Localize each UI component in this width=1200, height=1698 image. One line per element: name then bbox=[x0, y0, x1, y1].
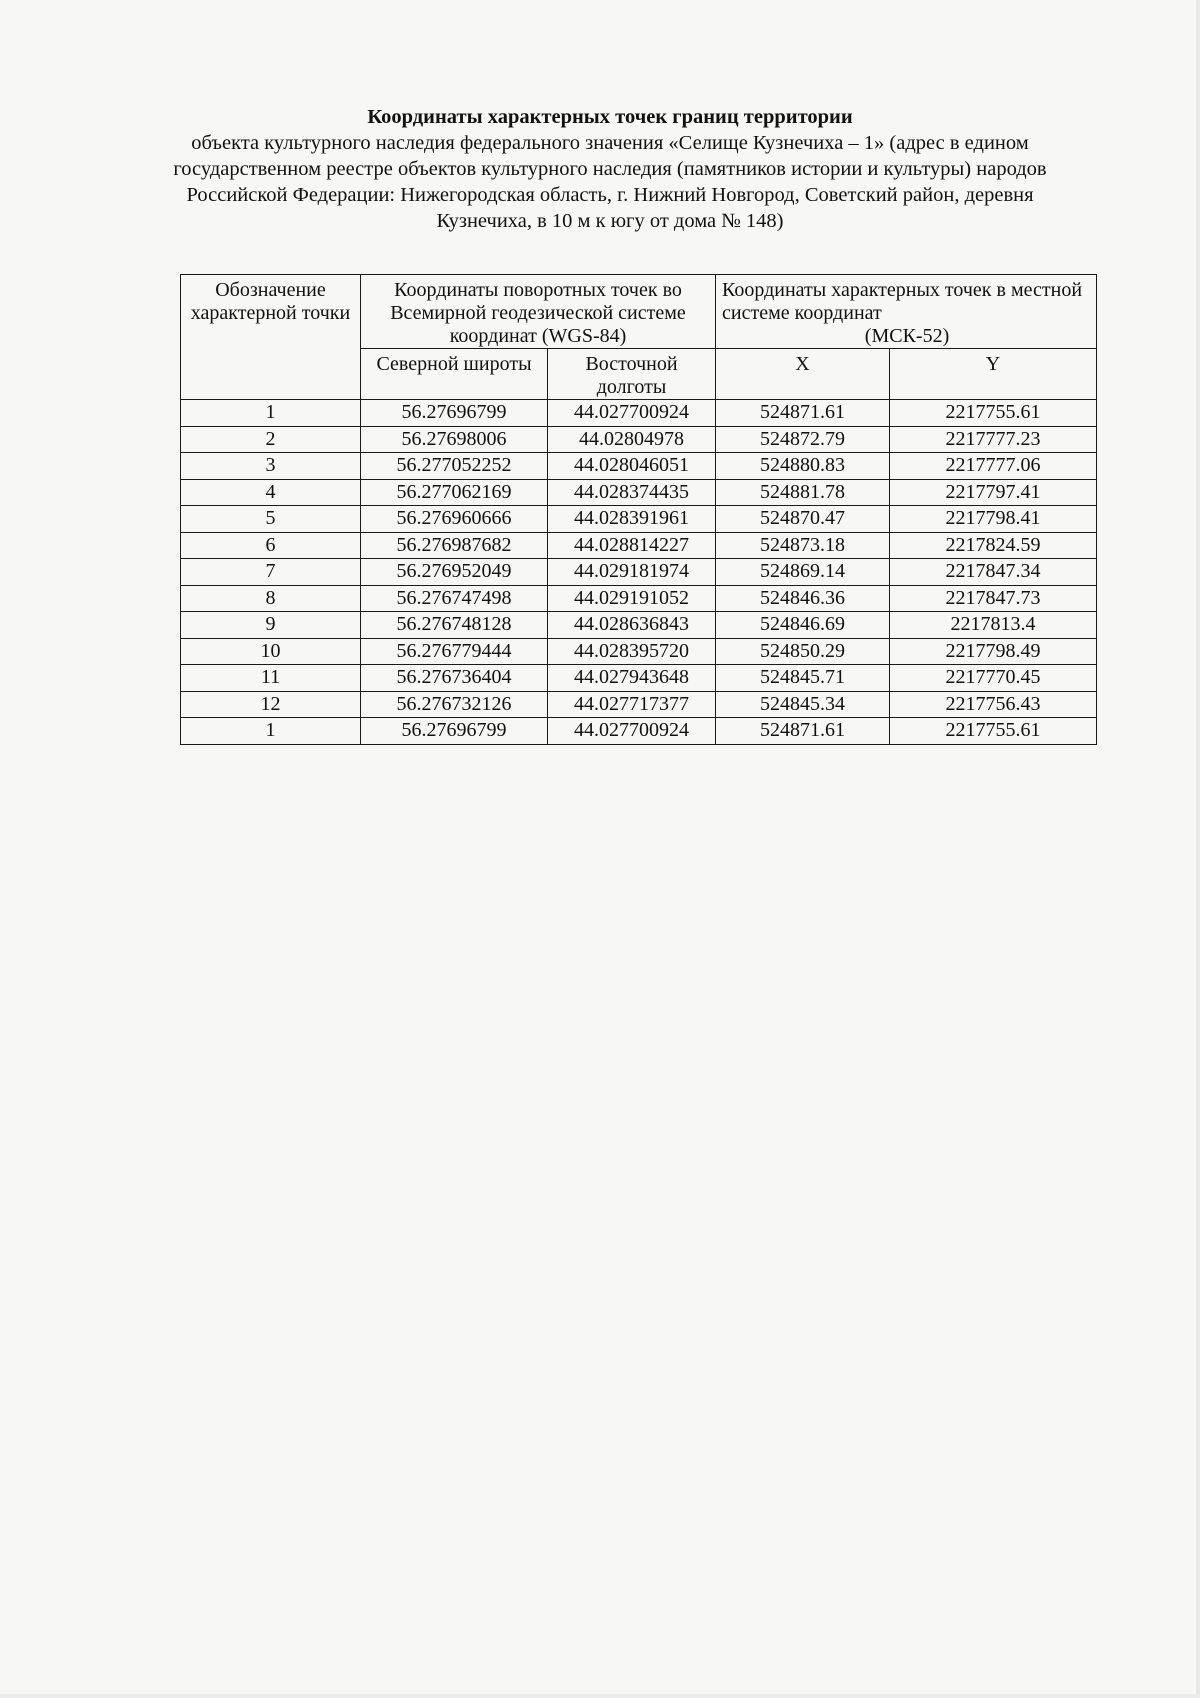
table-row bbox=[181, 506, 1097, 533]
table-row bbox=[181, 559, 1097, 586]
cell-y: 2217824.59 bbox=[890, 532, 1097, 559]
cell-y: 2217770.45 bbox=[890, 665, 1097, 692]
header-latitude: Северной широты bbox=[361, 349, 548, 400]
cell-latitude: 56.277062169 bbox=[361, 479, 548, 506]
cell-latitude: 56.276748128 bbox=[361, 612, 548, 639]
table-header-row bbox=[181, 275, 1097, 349]
cell-longitude: 44.02804978 bbox=[548, 426, 716, 453]
cell-latitude: 56.276747498 bbox=[361, 585, 548, 612]
cell-x: 524846.36 bbox=[716, 585, 890, 612]
cell-point: 7 bbox=[181, 559, 361, 586]
cell-x: 524846.69 bbox=[716, 612, 890, 639]
document-title: Координаты характерных точек границ территории bbox=[367, 106, 853, 128]
cell-latitude: 56.276779444 bbox=[361, 638, 548, 665]
cell-longitude: 44.028814227 bbox=[548, 532, 716, 559]
cell-point: 10 bbox=[181, 638, 361, 665]
page-edge bbox=[0, 1694, 1200, 1698]
header-local-group-text: Координаты характерных точек в местной системе координат bbox=[722, 279, 1083, 324]
cell-y: 2217797.41 bbox=[890, 479, 1097, 506]
table-row bbox=[181, 718, 1097, 745]
table-body bbox=[181, 400, 1097, 745]
cell-y: 2217847.34 bbox=[890, 559, 1097, 586]
header-x: X bbox=[716, 349, 890, 400]
cell-point: 5 bbox=[181, 506, 361, 533]
cell-latitude: 56.276960666 bbox=[361, 506, 548, 533]
cell-point: 12 bbox=[181, 691, 361, 718]
cell-y: 2217756.43 bbox=[890, 691, 1097, 718]
cell-longitude: 44.028395720 bbox=[548, 638, 716, 665]
cell-y: 2217813.4 bbox=[890, 612, 1097, 639]
header-longitude: Восточной долготы bbox=[548, 349, 716, 400]
cell-point: 11 bbox=[181, 665, 361, 692]
cell-longitude: 44.028046051 bbox=[548, 453, 716, 480]
page-edge bbox=[1196, 0, 1200, 1698]
cell-x: 524872.79 bbox=[716, 426, 890, 453]
table-row bbox=[181, 426, 1097, 453]
cell-longitude: 44.028374435 bbox=[548, 479, 716, 506]
cell-x: 524880.83 bbox=[716, 453, 890, 480]
cell-longitude: 44.027700924 bbox=[548, 400, 716, 427]
cell-latitude: 56.27698006 bbox=[361, 426, 548, 453]
cell-longitude: 44.028391961 bbox=[548, 506, 716, 533]
header-point-designation: Обозначение характерной точки bbox=[181, 275, 361, 400]
cell-latitude: 56.276952049 bbox=[361, 559, 548, 586]
table-row bbox=[181, 638, 1097, 665]
cell-point: 1 bbox=[181, 718, 361, 745]
cell-point: 4 bbox=[181, 479, 361, 506]
cell-latitude: 56.276987682 bbox=[361, 532, 548, 559]
cell-latitude: 56.276736404 bbox=[361, 665, 548, 692]
cell-latitude: 56.27696799 bbox=[361, 400, 548, 427]
cell-x: 524870.47 bbox=[716, 506, 890, 533]
cell-latitude: 56.27696799 bbox=[361, 718, 548, 745]
table-row bbox=[181, 453, 1097, 480]
cell-longitude: 44.028636843 bbox=[548, 612, 716, 639]
cell-y: 2217798.49 bbox=[890, 638, 1097, 665]
cell-point: 8 bbox=[181, 585, 361, 612]
table-row bbox=[181, 585, 1097, 612]
cell-y: 2217755.61 bbox=[890, 718, 1097, 745]
coordinates-table bbox=[180, 274, 1097, 745]
header-y: Y bbox=[890, 349, 1097, 400]
table-row bbox=[181, 400, 1097, 427]
cell-x: 524845.71 bbox=[716, 665, 890, 692]
cell-x: 524881.78 bbox=[716, 479, 890, 506]
cell-latitude: 56.276732126 bbox=[361, 691, 548, 718]
cell-y: 2217755.61 bbox=[890, 400, 1097, 427]
cell-y: 2217777.06 bbox=[890, 453, 1097, 480]
cell-x: 524873.18 bbox=[716, 532, 890, 559]
cell-x: 524869.14 bbox=[716, 559, 890, 586]
cell-point: 6 bbox=[181, 532, 361, 559]
document-subtitle: объекта культурного наследия федерального значения «Селище Кузнечиха – 1» (адрес в едином государственном реестре объектов культурного наследия (памятников истории и культуры) народов Российской Федерации: Нижегородская область, г. Нижний Новгород, Советский район, деревня Кузнечиха, в 10 м к югу от дома № 148) bbox=[173, 132, 1047, 232]
cell-longitude: 44.027943648 bbox=[548, 665, 716, 692]
cell-latitude: 56.277052252 bbox=[361, 453, 548, 480]
table-row bbox=[181, 612, 1097, 639]
cell-point: 1 bbox=[181, 400, 361, 427]
cell-longitude: 44.027700924 bbox=[548, 718, 716, 745]
table-row bbox=[181, 479, 1097, 506]
cell-y: 2217798.41 bbox=[890, 506, 1097, 533]
cell-x: 524850.29 bbox=[716, 638, 890, 665]
cell-y: 2217777.23 bbox=[890, 426, 1097, 453]
table-row bbox=[181, 691, 1097, 718]
header-local-group-system: (МСК-52) bbox=[864, 325, 950, 347]
header-local-group bbox=[716, 275, 1097, 349]
document-heading bbox=[170, 104, 1050, 234]
cell-x: 524845.34 bbox=[716, 691, 890, 718]
cell-x: 524871.61 bbox=[716, 718, 890, 745]
cell-longitude: 44.029191052 bbox=[548, 585, 716, 612]
table-row bbox=[181, 665, 1097, 692]
cell-longitude: 44.027717377 bbox=[548, 691, 716, 718]
cell-longitude: 44.029181974 bbox=[548, 559, 716, 586]
table-row bbox=[181, 532, 1097, 559]
cell-point: 3 bbox=[181, 453, 361, 480]
cell-point: 2 bbox=[181, 426, 361, 453]
cell-y: 2217847.73 bbox=[890, 585, 1097, 612]
cell-point: 9 bbox=[181, 612, 361, 639]
cell-x: 524871.61 bbox=[716, 400, 890, 427]
header-wgs84-group: Координаты поворотных точек во Всемирной геодезической системе координат (WGS-84) bbox=[361, 275, 716, 349]
